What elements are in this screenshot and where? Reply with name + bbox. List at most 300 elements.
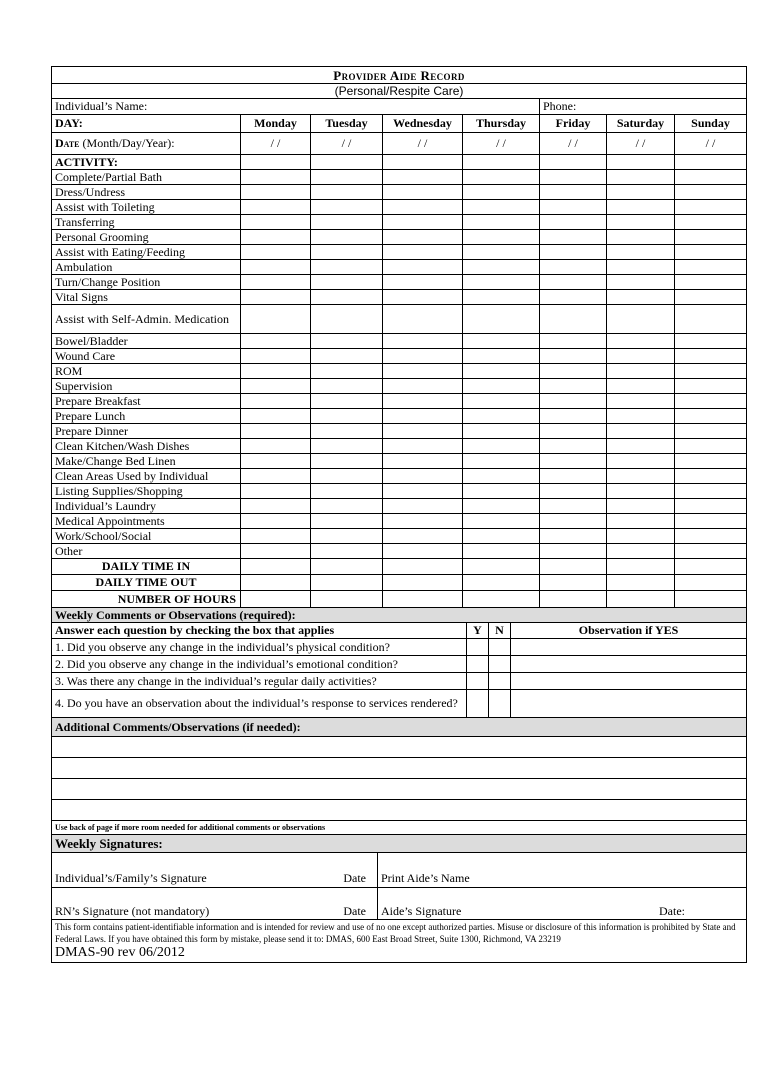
activity-check-cell[interactable] bbox=[241, 260, 311, 275]
additional-comment-line[interactable] bbox=[52, 779, 747, 800]
questions-header: Answer each question by checking the box that applies bbox=[52, 623, 467, 639]
hours-cell[interactable] bbox=[675, 591, 747, 608]
hours-cell[interactable] bbox=[241, 591, 311, 608]
activity-check-cell[interactable] bbox=[607, 200, 675, 215]
question-1-yes-checkbox[interactable] bbox=[467, 639, 489, 656]
activity-check-cell[interactable] bbox=[463, 514, 540, 529]
date-cell-monday[interactable]: / / bbox=[241, 133, 311, 155]
activity-check-cell[interactable] bbox=[675, 364, 747, 379]
activity-check-cell[interactable] bbox=[675, 439, 747, 454]
activity-check-cell[interactable] bbox=[383, 544, 463, 559]
time-in-cell[interactable] bbox=[311, 559, 383, 575]
individual-name-field[interactable] bbox=[52, 99, 540, 115]
activity-cell[interactable] bbox=[675, 155, 747, 170]
hours-cell[interactable] bbox=[311, 591, 383, 608]
activity-check-cell[interactable] bbox=[607, 394, 675, 409]
activity-check-cell[interactable] bbox=[463, 260, 540, 275]
activity-check-cell[interactable] bbox=[607, 334, 675, 349]
activity-check-cell[interactable] bbox=[675, 484, 747, 499]
activity-check-cell[interactable] bbox=[540, 484, 607, 499]
activity-check-cell[interactable] bbox=[383, 469, 463, 484]
activity-check-cell[interactable] bbox=[675, 469, 747, 484]
activity-check-cell[interactable] bbox=[311, 185, 383, 200]
activity-check-cell[interactable] bbox=[383, 424, 463, 439]
activity-check-cell[interactable] bbox=[241, 454, 311, 469]
activity-check-cell[interactable] bbox=[463, 394, 540, 409]
activity-check-cell[interactable] bbox=[383, 305, 463, 334]
activity-check-cell[interactable] bbox=[607, 230, 675, 245]
activity-check-cell[interactable] bbox=[311, 260, 383, 275]
activity-check-cell[interactable] bbox=[540, 200, 607, 215]
activity-check-cell[interactable] bbox=[311, 439, 383, 454]
activity-check-cell[interactable] bbox=[241, 379, 311, 394]
activity-check-cell[interactable] bbox=[675, 275, 747, 290]
activity-check-cell[interactable] bbox=[383, 394, 463, 409]
family-signature-date-label: Date bbox=[343, 871, 366, 885]
activity-check-cell[interactable] bbox=[311, 394, 383, 409]
day-header-saturday: Saturday bbox=[607, 115, 675, 133]
activity-check-cell[interactable] bbox=[311, 290, 383, 305]
activity-check-cell[interactable] bbox=[675, 544, 747, 559]
activity-check-cell[interactable] bbox=[463, 439, 540, 454]
activity-check-cell[interactable] bbox=[383, 514, 463, 529]
activity-check-cell[interactable] bbox=[241, 334, 311, 349]
day-header-friday: Friday bbox=[540, 115, 607, 133]
back-of-page-note: Use back of page if more room needed for additional comments or observations bbox=[52, 821, 747, 835]
activity-check-cell[interactable] bbox=[463, 170, 540, 185]
activity-check-cell[interactable] bbox=[607, 439, 675, 454]
question-4: 4. Do you have an observation about the individual’s response to services rendered? bbox=[52, 690, 467, 718]
activity-check-cell[interactable] bbox=[675, 245, 747, 260]
activity-check-cell[interactable] bbox=[311, 379, 383, 394]
activity-check-cell[interactable] bbox=[675, 349, 747, 364]
day-label: DAY: bbox=[52, 115, 241, 133]
activity-row bbox=[52, 185, 747, 200]
activity-check-cell[interactable] bbox=[311, 170, 383, 185]
activity-check-cell[interactable] bbox=[463, 484, 540, 499]
time-out-cell[interactable] bbox=[607, 575, 675, 591]
activity-check-cell[interactable] bbox=[311, 469, 383, 484]
activity-check-cell[interactable] bbox=[540, 230, 607, 245]
date-cell-thursday[interactable]: / / bbox=[463, 133, 540, 155]
activity-label: Make/Change Bed Linen bbox=[52, 454, 241, 469]
activity-cell[interactable] bbox=[383, 155, 463, 170]
activity-check-cell[interactable] bbox=[607, 514, 675, 529]
activity-check-cell[interactable] bbox=[311, 275, 383, 290]
activity-label: Other bbox=[52, 544, 241, 559]
activity-cell[interactable] bbox=[241, 155, 311, 170]
date-label-format: (Month/Day/Year): bbox=[82, 136, 175, 150]
activity-check-cell[interactable] bbox=[311, 349, 383, 364]
activity-check-cell[interactable] bbox=[311, 215, 383, 230]
print-aide-name-label: Print Aide’s Name bbox=[381, 871, 470, 885]
activity-check-cell[interactable] bbox=[540, 275, 607, 290]
activity-check-cell[interactable] bbox=[241, 245, 311, 260]
day-header-wednesday: Wednesday bbox=[383, 115, 463, 133]
activity-check-cell[interactable] bbox=[607, 424, 675, 439]
activity-check-cell[interactable] bbox=[241, 439, 311, 454]
activity-check-cell[interactable] bbox=[607, 170, 675, 185]
date-cell-friday[interactable]: / / bbox=[540, 133, 607, 155]
activity-check-cell[interactable] bbox=[607, 544, 675, 559]
activity-check-cell[interactable] bbox=[383, 334, 463, 349]
activity-check-cell[interactable] bbox=[675, 394, 747, 409]
activity-check-cell[interactable] bbox=[311, 230, 383, 245]
activity-check-cell[interactable] bbox=[383, 484, 463, 499]
activity-label: Work/School/Social bbox=[52, 529, 241, 544]
question-1-no-checkbox[interactable] bbox=[489, 639, 511, 656]
activity-check-cell[interactable] bbox=[311, 245, 383, 260]
activity-row bbox=[52, 379, 747, 394]
activity-check-cell[interactable] bbox=[383, 230, 463, 245]
number-of-hours-label: NUMBER OF HOURS bbox=[52, 591, 241, 608]
activity-row bbox=[52, 260, 747, 275]
print-aide-name-field[interactable] bbox=[378, 853, 747, 871]
question-2-yes-checkbox[interactable] bbox=[467, 656, 489, 673]
activity-check-cell[interactable] bbox=[463, 230, 540, 245]
activity-check-cell[interactable] bbox=[607, 379, 675, 394]
activity-check-cell[interactable] bbox=[241, 499, 311, 514]
activity-row bbox=[52, 334, 747, 349]
activity-check-cell[interactable] bbox=[241, 230, 311, 245]
activity-check-cell[interactable] bbox=[241, 484, 311, 499]
time-out-cell[interactable] bbox=[675, 575, 747, 591]
activity-check-cell[interactable] bbox=[540, 260, 607, 275]
activity-check-cell[interactable] bbox=[463, 379, 540, 394]
activity-check-cell[interactable] bbox=[675, 305, 747, 334]
activity-label: Vital Signs bbox=[52, 290, 241, 305]
question-3-observation-field[interactable] bbox=[511, 673, 747, 690]
activity-row bbox=[52, 245, 747, 260]
additional-comment-line[interactable] bbox=[52, 758, 747, 779]
activity-check-cell[interactable] bbox=[311, 544, 383, 559]
phone-field[interactable] bbox=[540, 99, 747, 115]
form-title: Provider Aide Record bbox=[52, 67, 747, 84]
activity-check-cell[interactable] bbox=[675, 170, 747, 185]
activity-cell[interactable] bbox=[463, 155, 540, 170]
activity-row bbox=[52, 499, 747, 514]
activity-check-cell[interactable] bbox=[675, 185, 747, 200]
activity-check-cell[interactable] bbox=[241, 170, 311, 185]
day-header-sunday: Sunday bbox=[675, 115, 747, 133]
activity-label: Turn/Change Position bbox=[52, 275, 241, 290]
activity-check-cell[interactable] bbox=[241, 529, 311, 544]
day-header-thursday: Thursday bbox=[463, 115, 540, 133]
date-cell-tuesday[interactable]: / / bbox=[311, 133, 383, 155]
activity-check-cell[interactable] bbox=[540, 334, 607, 349]
question-1-observation-field[interactable] bbox=[511, 639, 747, 656]
activity-check-cell[interactable] bbox=[540, 394, 607, 409]
activity-check-cell[interactable] bbox=[383, 185, 463, 200]
activity-check-cell[interactable] bbox=[675, 230, 747, 245]
activity-check-cell[interactable] bbox=[540, 469, 607, 484]
activity-check-cell[interactable] bbox=[607, 290, 675, 305]
activity-check-cell[interactable] bbox=[675, 334, 747, 349]
activity-check-cell[interactable] bbox=[675, 260, 747, 275]
form-table bbox=[51, 66, 747, 608]
activity-check-cell[interactable] bbox=[311, 454, 383, 469]
activity-check-cell[interactable] bbox=[383, 200, 463, 215]
activity-label: Individual’s Laundry bbox=[52, 499, 241, 514]
activity-row bbox=[52, 305, 747, 334]
activity-label: Assist with Self-Admin. Medication bbox=[52, 305, 241, 334]
activity-check-cell[interactable] bbox=[540, 290, 607, 305]
activity-check-cell[interactable] bbox=[241, 544, 311, 559]
activity-check-cell[interactable] bbox=[383, 364, 463, 379]
activity-check-cell[interactable] bbox=[463, 364, 540, 379]
time-in-cell[interactable] bbox=[383, 559, 463, 575]
activity-check-cell[interactable] bbox=[607, 305, 675, 334]
activity-check-cell[interactable] bbox=[463, 290, 540, 305]
activity-check-cell[interactable] bbox=[383, 454, 463, 469]
activity-label: Transferring bbox=[52, 215, 241, 230]
activity-check-cell[interactable] bbox=[241, 305, 311, 334]
activity-check-cell[interactable] bbox=[241, 364, 311, 379]
observation-column-label: Observation if YES bbox=[511, 623, 747, 639]
time-in-cell[interactable] bbox=[675, 559, 747, 575]
activity-check-cell[interactable] bbox=[607, 275, 675, 290]
activity-check-cell[interactable] bbox=[463, 529, 540, 544]
activity-check-cell[interactable] bbox=[383, 379, 463, 394]
activity-check-cell[interactable] bbox=[607, 469, 675, 484]
weekly-signatures-header: Weekly Signatures: bbox=[52, 835, 747, 853]
activity-check-cell[interactable] bbox=[311, 499, 383, 514]
activity-check-cell[interactable] bbox=[463, 454, 540, 469]
time-in-cell[interactable] bbox=[540, 559, 607, 575]
family-signature-field[interactable] bbox=[52, 853, 378, 871]
time-in-cell[interactable] bbox=[463, 559, 540, 575]
activity-check-cell[interactable] bbox=[675, 409, 747, 424]
question-2: 2. Did you observe any change in the individual’s emotional condition? bbox=[52, 656, 467, 673]
activity-check-cell[interactable] bbox=[241, 514, 311, 529]
aide-signature-line bbox=[378, 905, 747, 919]
activity-check-cell[interactable] bbox=[540, 364, 607, 379]
additional-comment-line[interactable] bbox=[52, 737, 747, 758]
time-out-cell[interactable] bbox=[311, 575, 383, 591]
activity-check-cell[interactable] bbox=[311, 200, 383, 215]
activity-cell[interactable] bbox=[311, 155, 383, 170]
activity-check-cell[interactable] bbox=[675, 215, 747, 230]
hours-cell[interactable] bbox=[540, 591, 607, 608]
question-3-yes-checkbox[interactable] bbox=[467, 673, 489, 690]
activity-cell[interactable] bbox=[607, 155, 675, 170]
activity-check-cell[interactable] bbox=[241, 185, 311, 200]
activity-check-cell[interactable] bbox=[383, 170, 463, 185]
question-3-no-checkbox[interactable] bbox=[489, 673, 511, 690]
activity-check-cell[interactable] bbox=[540, 454, 607, 469]
observations-table bbox=[51, 607, 747, 835]
activity-check-cell[interactable] bbox=[607, 260, 675, 275]
activity-check-cell[interactable] bbox=[311, 484, 383, 499]
activity-check-cell[interactable] bbox=[463, 544, 540, 559]
activity-check-cell[interactable] bbox=[463, 200, 540, 215]
provider-aide-record-form bbox=[51, 66, 746, 963]
activity-label: Assist with Toileting bbox=[52, 200, 241, 215]
hours-cell[interactable] bbox=[607, 591, 675, 608]
family-signature-label: Individual’s/Family’s Signature bbox=[55, 871, 207, 885]
activity-check-cell[interactable] bbox=[675, 514, 747, 529]
activity-check-cell[interactable] bbox=[540, 245, 607, 260]
activity-check-cell[interactable] bbox=[607, 499, 675, 514]
hours-cell[interactable] bbox=[463, 591, 540, 608]
activity-check-cell[interactable] bbox=[607, 245, 675, 260]
activity-row bbox=[52, 544, 747, 559]
activity-check-cell[interactable] bbox=[607, 349, 675, 364]
activity-check-cell[interactable] bbox=[540, 439, 607, 454]
question-2-no-checkbox[interactable] bbox=[489, 656, 511, 673]
activity-check-cell[interactable] bbox=[463, 185, 540, 200]
phone-label: Phone: bbox=[543, 99, 577, 113]
time-out-cell[interactable] bbox=[241, 575, 311, 591]
activity-check-cell[interactable] bbox=[540, 409, 607, 424]
activity-label: Supervision bbox=[52, 379, 241, 394]
activity-check-cell[interactable] bbox=[311, 305, 383, 334]
rn-signature-label: RN’s Signature (not mandatory) bbox=[55, 905, 210, 919]
time-in-cell[interactable] bbox=[241, 559, 311, 575]
activity-check-cell[interactable] bbox=[463, 275, 540, 290]
activity-label: Clean Kitchen/Wash Dishes bbox=[52, 439, 241, 454]
date-cell-wednesday[interactable]: / / bbox=[383, 133, 463, 155]
activity-check-cell[interactable] bbox=[463, 424, 540, 439]
activity-check-cell[interactable] bbox=[241, 469, 311, 484]
activity-check-cell[interactable] bbox=[241, 215, 311, 230]
activity-check-cell[interactable] bbox=[241, 394, 311, 409]
rn-signature-field[interactable] bbox=[52, 888, 378, 906]
activity-check-cell[interactable] bbox=[241, 200, 311, 215]
activity-check-cell[interactable] bbox=[540, 215, 607, 230]
activity-check-cell[interactable] bbox=[311, 364, 383, 379]
activity-label: Dress/Undress bbox=[52, 185, 241, 200]
time-out-cell[interactable] bbox=[463, 575, 540, 591]
activity-check-cell[interactable] bbox=[540, 185, 607, 200]
activity-check-cell[interactable] bbox=[241, 424, 311, 439]
activity-check-cell[interactable] bbox=[540, 499, 607, 514]
question-2-observation-field[interactable] bbox=[511, 656, 747, 673]
activity-check-cell[interactable] bbox=[607, 185, 675, 200]
activity-row bbox=[52, 514, 747, 529]
activity-check-cell[interactable] bbox=[607, 454, 675, 469]
time-out-cell[interactable] bbox=[383, 575, 463, 591]
hours-cell[interactable] bbox=[383, 591, 463, 608]
day-header-tuesday: Tuesday bbox=[311, 115, 383, 133]
activity-check-cell[interactable] bbox=[241, 409, 311, 424]
activity-check-cell[interactable] bbox=[463, 469, 540, 484]
activity-check-cell[interactable] bbox=[383, 275, 463, 290]
activity-check-cell[interactable] bbox=[383, 290, 463, 305]
activity-check-cell[interactable] bbox=[311, 334, 383, 349]
activity-check-cell[interactable] bbox=[383, 215, 463, 230]
time-out-cell[interactable] bbox=[540, 575, 607, 591]
activity-check-cell[interactable] bbox=[383, 499, 463, 514]
date-label-word: Date bbox=[55, 136, 80, 150]
activity-check-cell[interactable] bbox=[311, 529, 383, 544]
activity-check-cell[interactable] bbox=[241, 290, 311, 305]
activity-check-cell[interactable] bbox=[463, 499, 540, 514]
activity-check-cell[interactable] bbox=[675, 424, 747, 439]
activity-check-cell[interactable] bbox=[311, 409, 383, 424]
weekly-comments-header: Weekly Comments or Observations (required): bbox=[52, 608, 747, 623]
activity-row bbox=[52, 409, 747, 424]
activity-check-cell[interactable] bbox=[383, 409, 463, 424]
activity-label: Prepare Breakfast bbox=[52, 394, 241, 409]
activity-check-cell[interactable] bbox=[241, 349, 311, 364]
activity-check-cell[interactable] bbox=[383, 245, 463, 260]
date-cell-saturday[interactable]: / / bbox=[607, 133, 675, 155]
date-cell-sunday[interactable]: / / bbox=[675, 133, 747, 155]
activity-check-cell[interactable] bbox=[540, 544, 607, 559]
activity-check-cell[interactable] bbox=[540, 379, 607, 394]
activity-row bbox=[52, 275, 747, 290]
activity-check-cell[interactable] bbox=[675, 379, 747, 394]
activity-cell[interactable] bbox=[540, 155, 607, 170]
activity-check-cell[interactable] bbox=[675, 454, 747, 469]
activity-label: Assist with Eating/Feeding bbox=[52, 245, 241, 260]
activity-check-cell[interactable] bbox=[607, 215, 675, 230]
activity-check-cell[interactable] bbox=[311, 514, 383, 529]
activity-row bbox=[52, 200, 747, 215]
activity-check-cell[interactable] bbox=[675, 200, 747, 215]
aide-signature-label: Aide’s Signature bbox=[381, 905, 462, 919]
no-column-label: N bbox=[489, 623, 511, 639]
question-4-no-checkbox[interactable] bbox=[489, 690, 511, 718]
activity-label: Prepare Dinner bbox=[52, 424, 241, 439]
activity-check-cell[interactable] bbox=[383, 260, 463, 275]
activity-check-cell[interactable] bbox=[241, 275, 311, 290]
activity-check-cell[interactable] bbox=[607, 529, 675, 544]
activity-check-cell[interactable] bbox=[463, 215, 540, 230]
activity-check-cell[interactable] bbox=[540, 170, 607, 185]
activity-check-cell[interactable] bbox=[540, 514, 607, 529]
activity-check-cell[interactable] bbox=[540, 305, 607, 334]
activity-check-cell[interactable] bbox=[463, 305, 540, 334]
activity-row bbox=[52, 394, 747, 409]
activity-check-cell[interactable] bbox=[463, 334, 540, 349]
time-in-cell[interactable] bbox=[607, 559, 675, 575]
day-header-monday: Monday bbox=[241, 115, 311, 133]
activity-check-cell[interactable] bbox=[675, 290, 747, 305]
activity-check-cell[interactable] bbox=[463, 349, 540, 364]
activity-row bbox=[52, 230, 747, 245]
rn-signature-date-label: Date bbox=[343, 905, 366, 919]
activity-check-cell[interactable] bbox=[311, 424, 383, 439]
activity-check-cell[interactable] bbox=[383, 529, 463, 544]
activity-check-cell[interactable] bbox=[383, 439, 463, 454]
activity-check-cell[interactable] bbox=[675, 499, 747, 514]
question-1: 1. Did you observe any change in the individual’s physical condition? bbox=[52, 639, 467, 656]
activity-check-cell[interactable] bbox=[607, 364, 675, 379]
question-4-yes-checkbox[interactable] bbox=[467, 690, 489, 718]
rn-signature-line bbox=[52, 905, 378, 919]
additional-comment-line[interactable] bbox=[52, 800, 747, 821]
question-4-observation-field[interactable] bbox=[511, 690, 747, 718]
activity-check-cell[interactable] bbox=[675, 529, 747, 544]
activity-check-cell[interactable] bbox=[463, 409, 540, 424]
activity-label: Clean Areas Used by Individual bbox=[52, 469, 241, 484]
activity-check-cell[interactable] bbox=[607, 409, 675, 424]
activity-check-cell[interactable] bbox=[383, 349, 463, 364]
additional-comments-header: Additional Comments/Observations (if needed): bbox=[52, 718, 747, 737]
activity-row bbox=[52, 364, 747, 379]
activity-label: Complete/Partial Bath bbox=[52, 170, 241, 185]
activity-check-cell[interactable] bbox=[540, 529, 607, 544]
question-3: 3. Was there any change in the individual’s regular daily activities? bbox=[52, 673, 467, 690]
aide-signature-field[interactable] bbox=[378, 888, 747, 906]
activity-check-cell[interactable] bbox=[540, 349, 607, 364]
activity-check-cell[interactable] bbox=[463, 245, 540, 260]
activity-check-cell[interactable] bbox=[607, 484, 675, 499]
activity-row bbox=[52, 454, 747, 469]
activity-check-cell[interactable] bbox=[540, 424, 607, 439]
